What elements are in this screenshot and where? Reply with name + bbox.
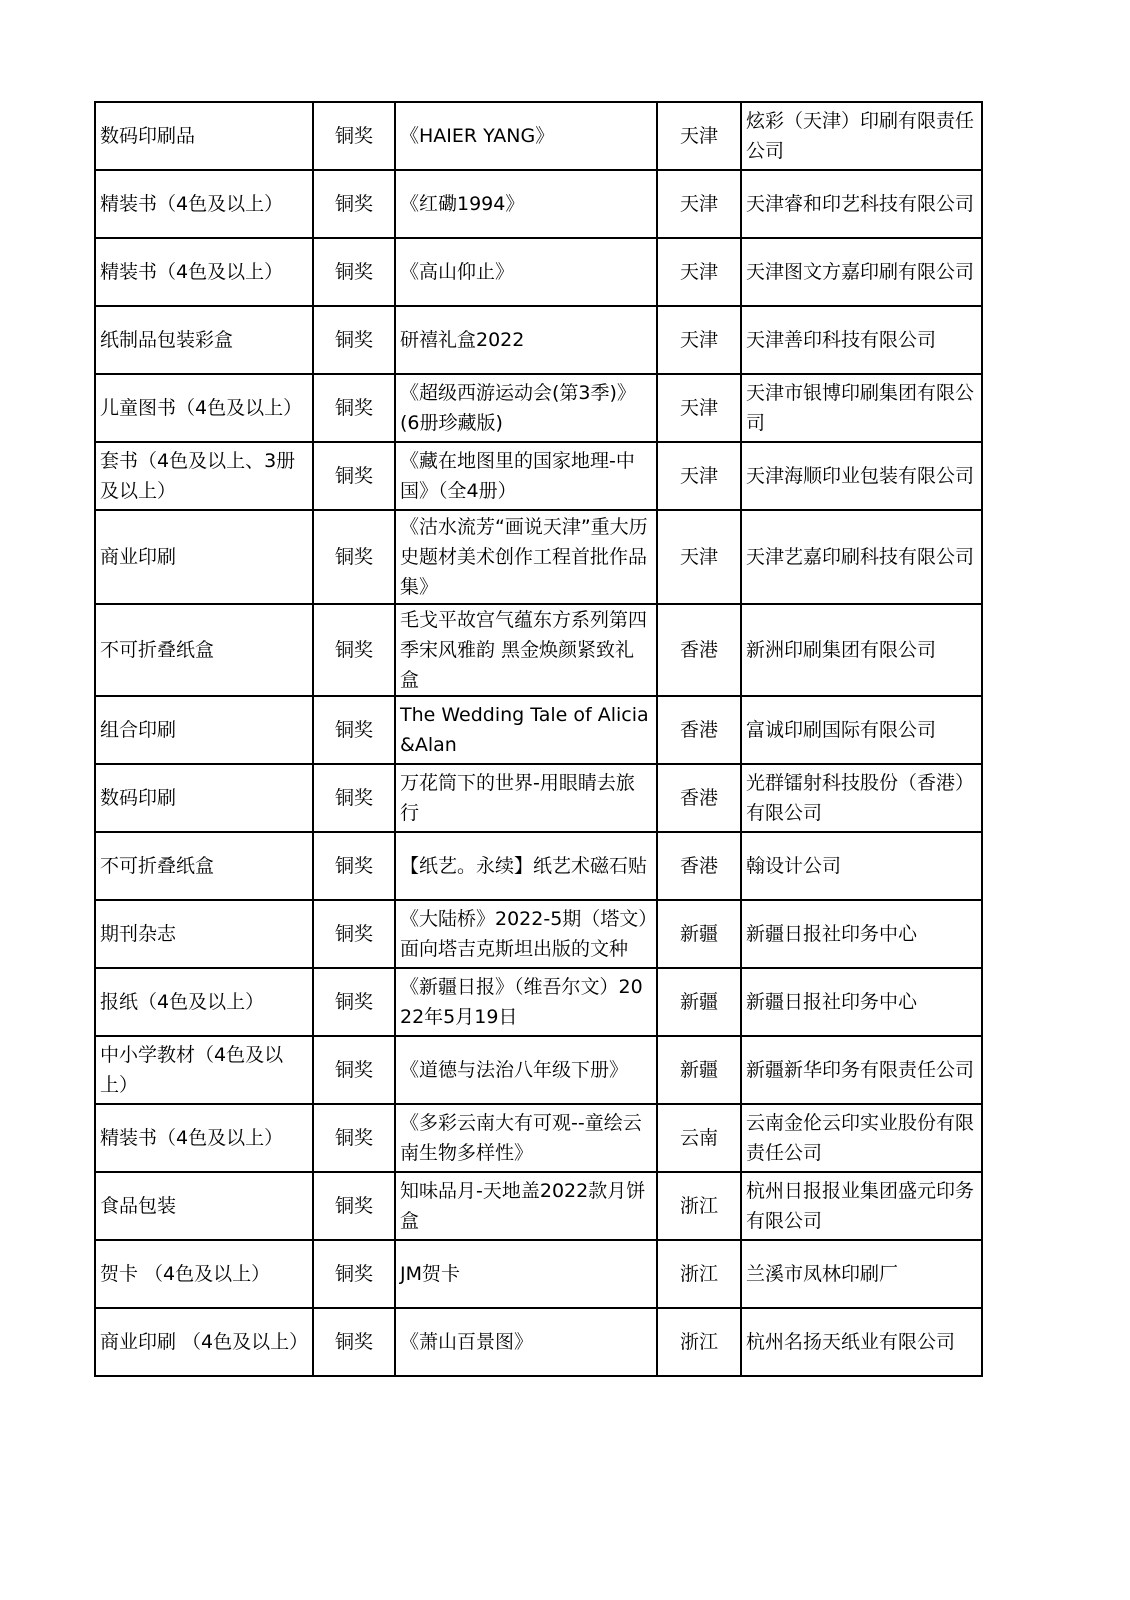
category-cell: 组合印刷 xyxy=(95,696,313,764)
region-cell: 新疆 xyxy=(657,968,741,1036)
region-cell: 香港 xyxy=(657,832,741,900)
category-cell: 商业印刷 （4色及以上） xyxy=(95,1308,313,1376)
table-row xyxy=(95,1104,982,1172)
award-cell: 铜奖 xyxy=(313,374,395,442)
award-cell: 铜奖 xyxy=(313,1104,395,1172)
title-cell: 【纸艺。永续】纸艺术磁石贴 xyxy=(395,832,657,900)
award-cell: 铜奖 xyxy=(313,238,395,306)
award-cell: 铜奖 xyxy=(313,832,395,900)
table-row xyxy=(95,238,982,306)
award-cell: 铜奖 xyxy=(313,604,395,696)
title-cell: 《道德与法治八年级下册》 xyxy=(395,1036,657,1104)
awards-table xyxy=(94,101,983,1377)
table-row xyxy=(95,1308,982,1376)
table-row xyxy=(95,1172,982,1240)
region-cell: 云南 xyxy=(657,1104,741,1172)
category-cell: 儿童图书（4色及以上） xyxy=(95,374,313,442)
region-cell: 天津 xyxy=(657,306,741,374)
company-cell: 云南金伦云印实业股份有限责任公司 xyxy=(741,1104,982,1172)
region-cell: 天津 xyxy=(657,170,741,238)
category-cell: 精装书（4色及以上） xyxy=(95,170,313,238)
region-cell: 浙江 xyxy=(657,1240,741,1308)
company-cell: 天津艺嘉印刷科技有限公司 xyxy=(741,510,982,604)
category-cell: 数码印刷品 xyxy=(95,102,313,170)
region-cell: 香港 xyxy=(657,604,741,696)
category-cell: 期刊杂志 xyxy=(95,900,313,968)
title-cell: 《多彩云南大有可观--童绘云南生物多样性》 xyxy=(395,1104,657,1172)
region-cell: 天津 xyxy=(657,510,741,604)
category-cell: 中小学教材（4色及以上） xyxy=(95,1036,313,1104)
company-cell: 新洲印刷集团有限公司 xyxy=(741,604,982,696)
title-cell: 《红磡1994》 xyxy=(395,170,657,238)
region-cell: 天津 xyxy=(657,238,741,306)
category-cell: 食品包装 xyxy=(95,1172,313,1240)
award-cell: 铜奖 xyxy=(313,510,395,604)
company-cell: 天津图文方嘉印刷有限公司 xyxy=(741,238,982,306)
company-cell: 杭州名扬天纸业有限公司 xyxy=(741,1308,982,1376)
table-row xyxy=(95,1036,982,1104)
company-cell: 新疆新华印务有限责任公司 xyxy=(741,1036,982,1104)
company-cell: 富诚印刷国际有限公司 xyxy=(741,696,982,764)
company-cell: 天津善印科技有限公司 xyxy=(741,306,982,374)
company-cell: 新疆日报社印务中心 xyxy=(741,900,982,968)
table-row xyxy=(95,1240,982,1308)
company-cell: 杭州日报报业集团盛元印务有限公司 xyxy=(741,1172,982,1240)
table-row xyxy=(95,968,982,1036)
award-cell: 铜奖 xyxy=(313,1172,395,1240)
title-cell: 知味品月-天地盖2022款月饼盒 xyxy=(395,1172,657,1240)
category-cell: 数码印刷 xyxy=(95,764,313,832)
category-cell: 不可折叠纸盒 xyxy=(95,832,313,900)
award-cell: 铜奖 xyxy=(313,696,395,764)
award-cell: 铜奖 xyxy=(313,1036,395,1104)
award-cell: 铜奖 xyxy=(313,764,395,832)
region-cell: 新疆 xyxy=(657,1036,741,1104)
category-cell: 纸制品包装彩盒 xyxy=(95,306,313,374)
region-cell: 天津 xyxy=(657,374,741,442)
award-cell: 铜奖 xyxy=(313,900,395,968)
table-row xyxy=(95,764,982,832)
award-cell: 铜奖 xyxy=(313,442,395,510)
company-cell: 炫彩（天津）印刷有限责任公司 xyxy=(741,102,982,170)
region-cell: 香港 xyxy=(657,696,741,764)
table-row xyxy=(95,102,982,170)
title-cell: 《沽水流芳“画说天津”重大历史题材美术创作工程首批作品集》 xyxy=(395,510,657,604)
award-cell: 铜奖 xyxy=(313,306,395,374)
table-row xyxy=(95,374,982,442)
category-cell: 套书（4色及以上、3册及以上） xyxy=(95,442,313,510)
title-cell: 《HAIER YANG》 xyxy=(395,102,657,170)
region-cell: 浙江 xyxy=(657,1172,741,1240)
title-cell: 《萧山百景图》 xyxy=(395,1308,657,1376)
region-cell: 天津 xyxy=(657,102,741,170)
table-row xyxy=(95,442,982,510)
category-cell: 精装书（4色及以上） xyxy=(95,238,313,306)
table-row xyxy=(95,900,982,968)
table-row xyxy=(95,306,982,374)
region-cell: 香港 xyxy=(657,764,741,832)
table-row xyxy=(95,170,982,238)
table-row xyxy=(95,604,982,696)
category-cell: 不可折叠纸盒 xyxy=(95,604,313,696)
title-cell: 《大陆桥》2022-5期（塔文）面向塔吉克斯坦出版的文种 xyxy=(395,900,657,968)
award-cell: 铜奖 xyxy=(313,1308,395,1376)
company-cell: 天津市银博印刷集团有限公司 xyxy=(741,374,982,442)
title-cell: 研禧礼盒2022 xyxy=(395,306,657,374)
category-cell: 精装书（4色及以上） xyxy=(95,1104,313,1172)
category-cell: 报纸（4色及以上） xyxy=(95,968,313,1036)
title-cell: 《新疆日报》（维吾尔文）2022年5月19日 xyxy=(395,968,657,1036)
region-cell: 浙江 xyxy=(657,1308,741,1376)
award-cell: 铜奖 xyxy=(313,102,395,170)
title-cell: 万花筒下的世界-用眼睛去旅行 xyxy=(395,764,657,832)
company-cell: 天津睿和印艺科技有限公司 xyxy=(741,170,982,238)
company-cell: 天津海顺印业包装有限公司 xyxy=(741,442,982,510)
award-cell: 铜奖 xyxy=(313,968,395,1036)
title-cell: 《藏在地图里的国家地理-中国》（全4册） xyxy=(395,442,657,510)
title-cell: The Wedding Tale of Alicia&Alan xyxy=(395,696,657,764)
award-cell: 铜奖 xyxy=(313,170,395,238)
category-cell: 商业印刷 xyxy=(95,510,313,604)
region-cell: 天津 xyxy=(657,442,741,510)
company-cell: 翰设计公司 xyxy=(741,832,982,900)
category-cell: 贺卡 （4色及以上） xyxy=(95,1240,313,1308)
title-cell: 《超级西游运动会(第3季)》(6册珍藏版) xyxy=(395,374,657,442)
company-cell: 兰溪市凤林印刷厂 xyxy=(741,1240,982,1308)
company-cell: 新疆日报社印务中心 xyxy=(741,968,982,1036)
title-cell: JM贺卡 xyxy=(395,1240,657,1308)
award-cell: 铜奖 xyxy=(313,1240,395,1308)
table-row xyxy=(95,696,982,764)
title-cell: 毛戈平故宫气蕴东方系列第四季宋风雅韵 黑金焕颜紧致礼盒 xyxy=(395,604,657,696)
company-cell: 光群镭射科技股份（香港）有限公司 xyxy=(741,764,982,832)
region-cell: 新疆 xyxy=(657,900,741,968)
table-row xyxy=(95,832,982,900)
title-cell: 《高山仰止》 xyxy=(395,238,657,306)
table-row xyxy=(95,510,982,604)
